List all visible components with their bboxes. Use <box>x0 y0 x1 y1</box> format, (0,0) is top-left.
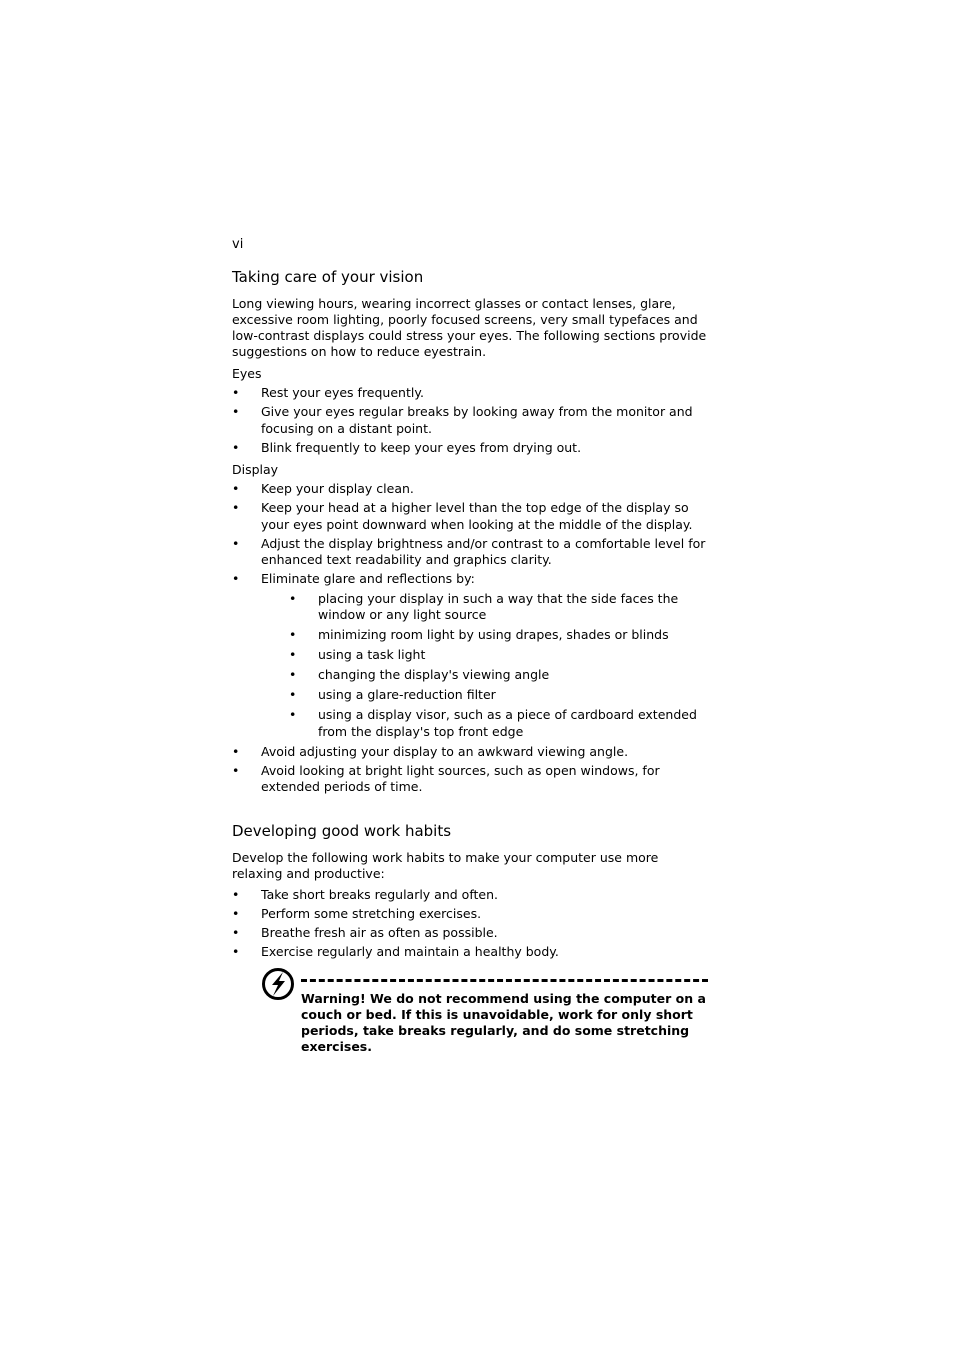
section-heading-vision: Taking care of your vision <box>232 268 424 286</box>
sublist-item <box>289 591 708 624</box>
work-habits-intro-paragraph: Develop the following work habits to make your computer use more relaxing and productive: <box>232 849 659 881</box>
bullet-icon: • <box>289 627 297 642</box>
sublist-item <box>289 647 708 664</box>
list-item <box>232 887 708 904</box>
warning-lightning-icon <box>261 967 295 1001</box>
sublist-item <box>289 707 708 740</box>
sublist-item-text: changing the display's viewing angle <box>318 667 550 682</box>
list-item-text: Rest your eyes frequently. <box>261 385 424 400</box>
sublist-item-text: placing your display in such a way that the side faces the window or any light source <box>318 590 679 622</box>
manual-page <box>232 236 708 1054</box>
sublist-item-text: minimizing room light by using drapes, shades or blinds <box>318 627 669 642</box>
list-item-text: Breathe fresh air as often as possible. <box>261 924 498 940</box>
bullet-icon: • <box>232 762 240 778</box>
sublist-item-text: using a task light <box>318 647 426 662</box>
bullet-icon: • <box>232 535 240 551</box>
bullet-icon: • <box>232 886 240 902</box>
list-item <box>232 404 708 437</box>
bullet-icon: • <box>232 924 240 940</box>
page-number: vi <box>232 237 244 252</box>
list-item-text: Adjust the display brightness and/or contrast to a comfortable level for enhanced text readability and graphics clarity. <box>261 535 706 567</box>
warning-dashed-rule <box>301 979 708 982</box>
glare-sublist <box>261 591 708 741</box>
list-item-text: Eliminate glare and reflections by: <box>261 571 475 586</box>
bullet-icon: • <box>232 905 240 921</box>
vision-intro-paragraph: Long viewing hours, wearing incorrect glasses or contact lenses, glare, excessive room lighting, poorly focused screens, very small typefaces and low-contrast displays could stress your eyes. The following sections provide suggestions on how to reduce eyestrain. <box>232 296 707 359</box>
list-item <box>232 744 708 761</box>
list-item <box>232 571 708 740</box>
list-item-text: Avoid looking at bright light sources, such as open windows, for extended periods of time. <box>261 762 660 794</box>
bullet-icon: • <box>289 707 297 722</box>
list-item <box>232 440 708 457</box>
bullet-icon: • <box>289 687 297 702</box>
list-item-text: Keep your head at a higher level than the top edge of the display so your eyes point downward when looking at the middle of the display. <box>261 500 693 532</box>
bullet-icon: • <box>232 500 240 515</box>
display-subheading: Display <box>232 462 279 477</box>
list-item-text: Take short breaks regularly and often. <box>261 886 498 902</box>
bullet-icon: • <box>289 590 297 606</box>
bullet-icon: • <box>289 667 297 682</box>
sublist-item-text: using a display visor, such as a piece of cardboard extended from the display's top front edge <box>318 707 697 739</box>
display-list <box>232 481 708 796</box>
sublist-item-text: using a glare-reduction filter <box>318 687 496 702</box>
eyes-subheading: Eyes <box>232 366 262 381</box>
bullet-icon: • <box>289 647 297 662</box>
bullet-icon: • <box>232 404 240 419</box>
sublist-item <box>289 687 708 704</box>
warning-callout <box>261 967 708 1054</box>
list-item <box>232 944 708 961</box>
list-item-text: Exercise regularly and maintain a healthy body. <box>261 943 559 959</box>
section-heading-work-habits: Developing good work habits <box>232 821 452 840</box>
bullet-icon: • <box>232 743 240 759</box>
list-item-text: Keep your display clean. <box>261 481 414 496</box>
sublist-item <box>289 667 708 684</box>
list-item <box>232 763 708 796</box>
bullet-icon: • <box>232 439 240 455</box>
bullet-icon: • <box>232 571 240 586</box>
list-item <box>232 481 708 498</box>
bullet-icon: • <box>232 943 240 959</box>
bullet-icon: • <box>232 481 240 496</box>
list-item <box>232 385 708 402</box>
warning-text: Warning! We do not recommend using the computer on a couch or bed. If this is unavoidable, work for only short periods, take breaks regularly, and do some stretching exercises. <box>301 991 706 1054</box>
sublist-item <box>289 627 708 644</box>
bullet-icon: • <box>232 385 240 400</box>
list-item-text: Give your eyes regular breaks by looking away from the monitor and focusing on a distant point. <box>261 404 693 436</box>
list-item-text: Avoid adjusting your display to an awkward viewing angle. <box>261 743 629 759</box>
list-item-text: Blink frequently to keep your eyes from drying out. <box>261 439 582 455</box>
list-item <box>232 906 708 923</box>
list-item-text: Perform some stretching exercises. <box>261 905 482 921</box>
work-habits-list <box>232 887 708 961</box>
list-item <box>232 925 708 942</box>
list-item <box>232 500 708 533</box>
list-item <box>232 536 708 569</box>
eyes-list <box>232 385 708 456</box>
